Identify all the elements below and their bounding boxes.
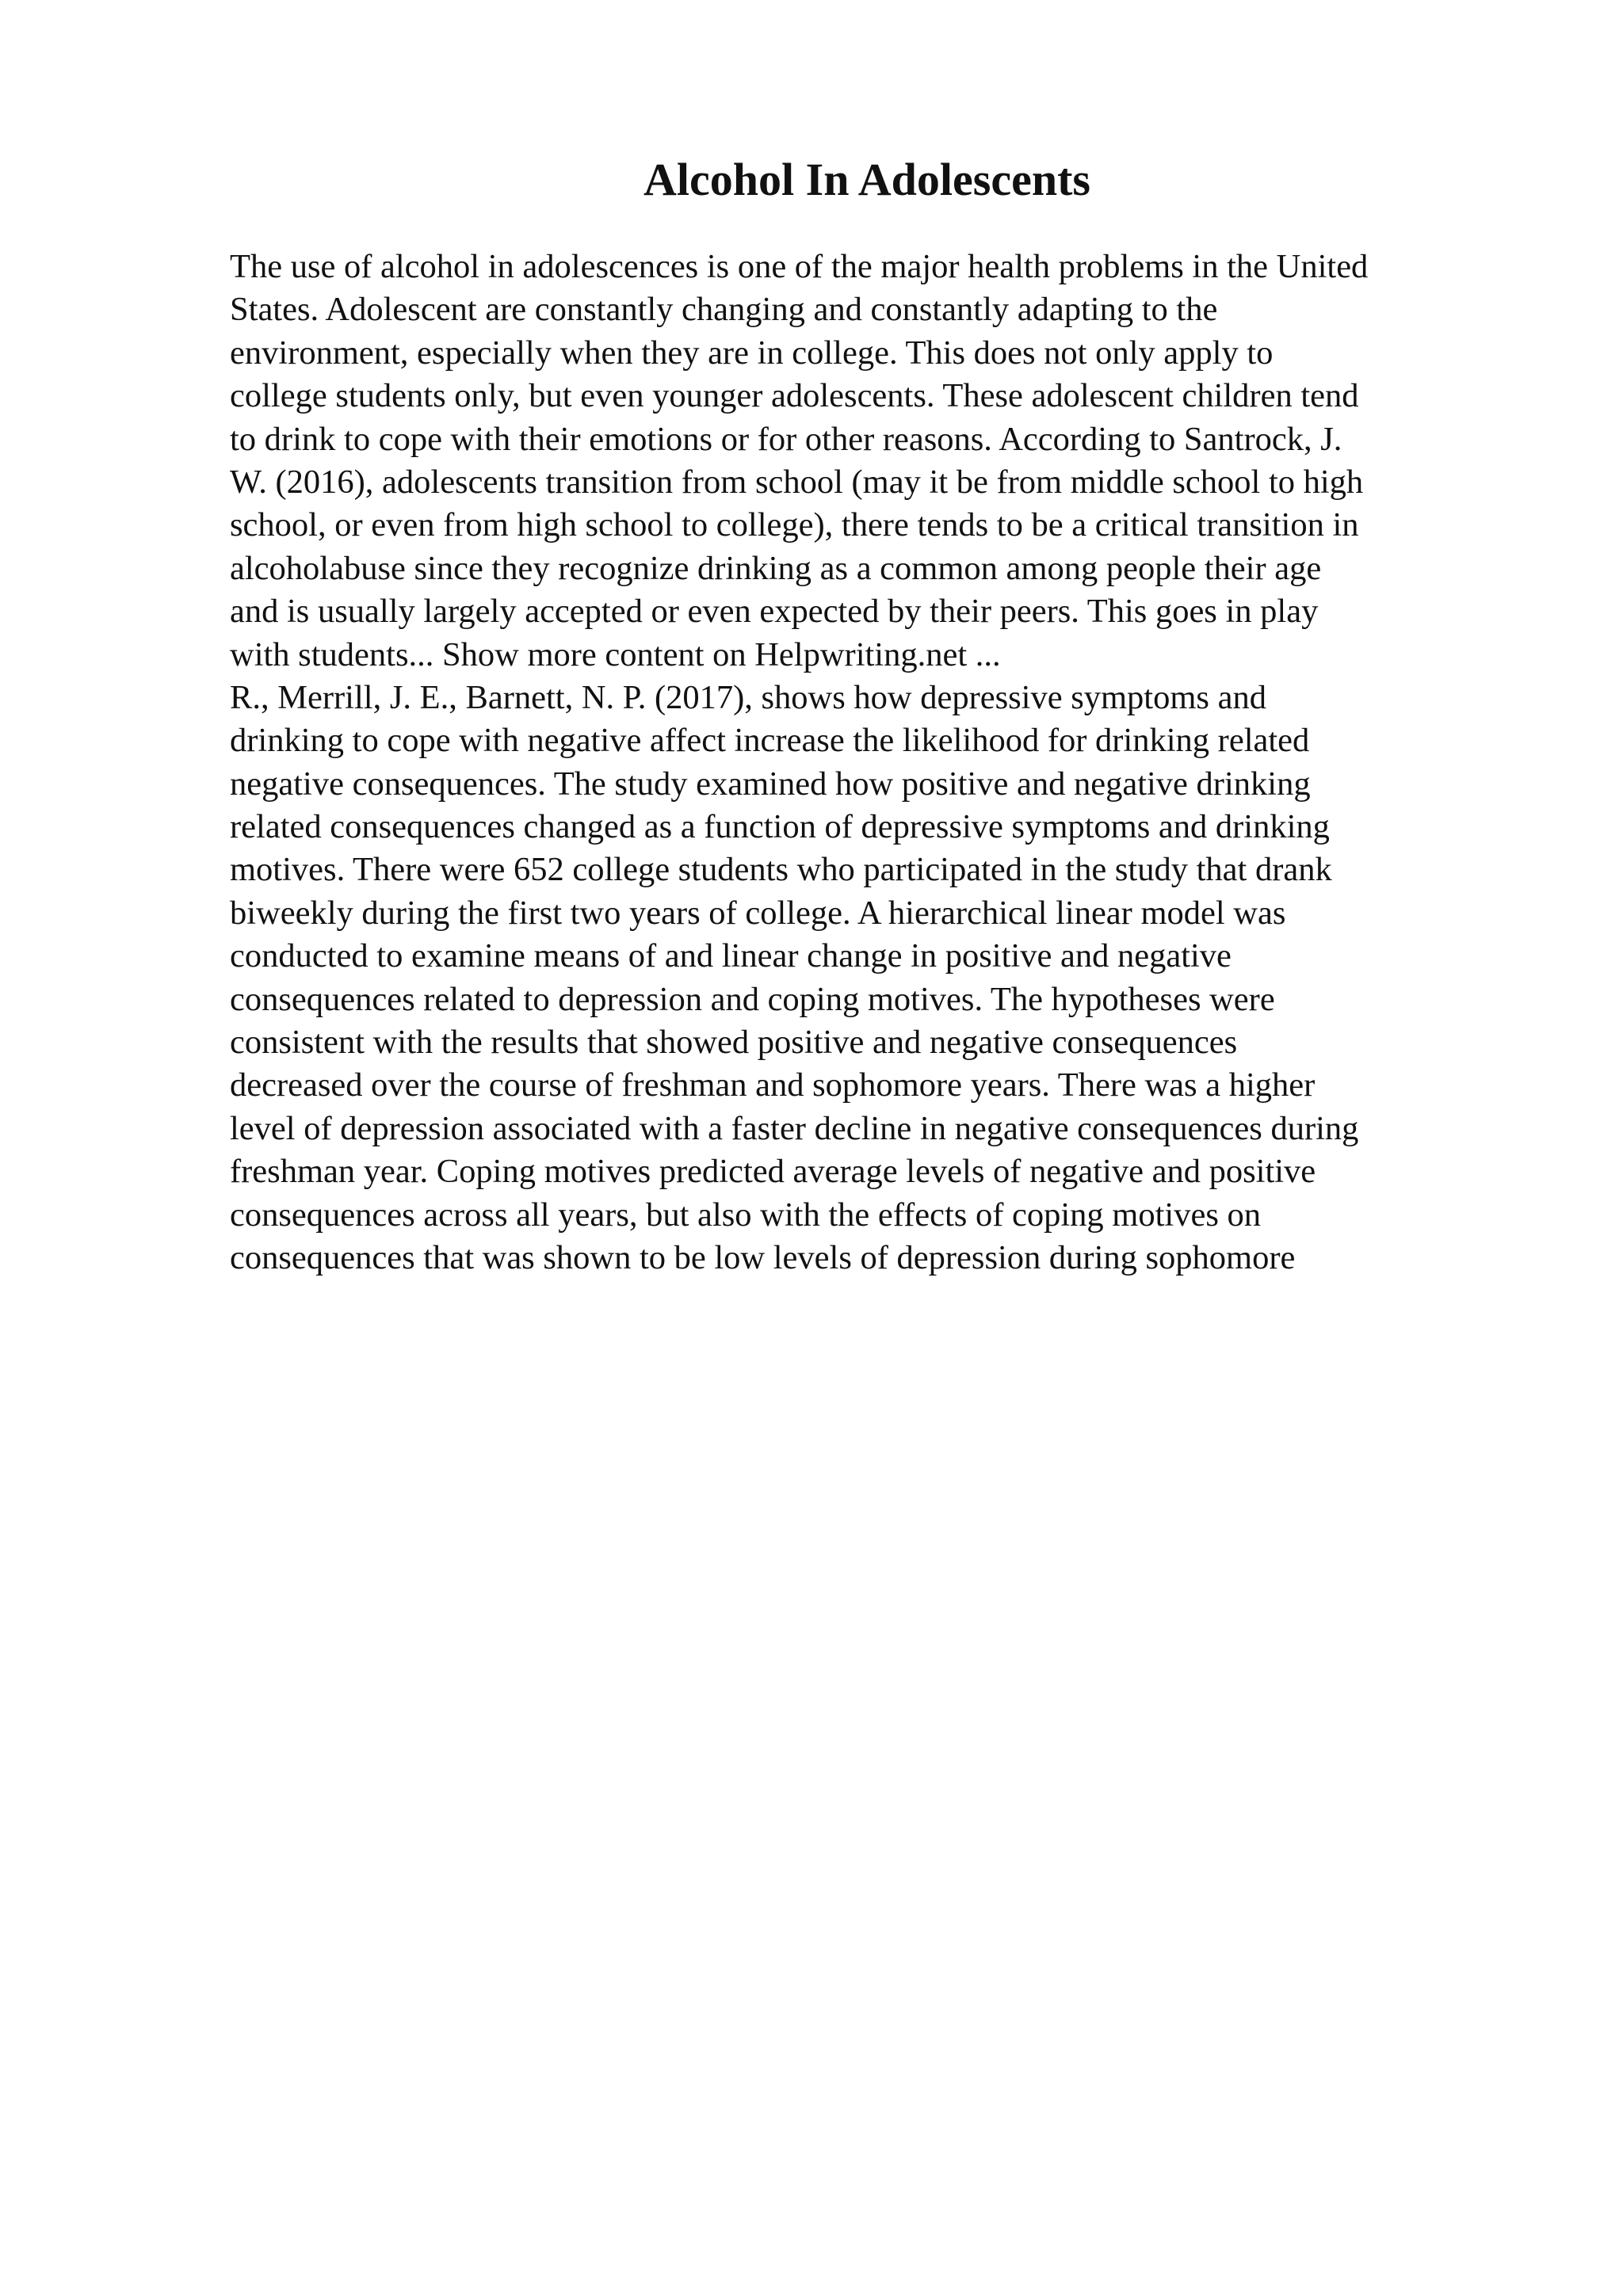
text-line: environment, especially when they are in college. This does not only apply to <box>230 334 1274 372</box>
text-line: with students... Show more content on Helpwriting.net ... <box>230 635 1001 673</box>
text-line: alcoholabuse since they recognize drinking as a common among people their age <box>230 549 1322 587</box>
text-line: R., Merrill, J. E., Barnett, N. P. (2017), shows how depressive symptoms and <box>230 678 1266 716</box>
text-line: related consequences changed as a function of depressive symptoms and drinking <box>230 808 1330 846</box>
text-line: school, or even from high school to college), there tends to be a critical transition in <box>230 506 1359 544</box>
document-title: Alcohol In Adolescents <box>643 154 1090 205</box>
text-line: consequences across all years, but also with the effects of coping motives on <box>230 1196 1262 1234</box>
text-line: biweekly during the first two years of college. A hierarchical linear model was <box>230 894 1286 932</box>
text-line: decreased over the course of freshman and sophomore years. There was a higher <box>230 1066 1316 1104</box>
text-line: and is usually largely accepted or even expected by their peers. This goes in play <box>230 593 1319 631</box>
text-line: negative consequences. The study examined how positive and negative drinking <box>230 765 1311 803</box>
text-line: motives. There were 652 college students who participated in the study that drank <box>230 851 1332 889</box>
text-line: college students only, but even younger adolescents. These adolescent children tend <box>230 377 1359 415</box>
text-line: drinking to cope with negative affect increase the likelihood for drinking related <box>230 722 1310 760</box>
text-line: W. (2016), adolescents transition from school (may it be from middle school to high <box>230 463 1364 501</box>
text-line: level of depression associated with a faster decline in negative consequences during <box>230 1109 1359 1147</box>
text-line: consequences that was shown to be low levels of depression during sophomore <box>230 1238 1296 1276</box>
text-line: to drink to cope with their emotions or for other reasons. According to Santrock, J. <box>230 420 1342 458</box>
text-line: States. Adolescent are constantly changing and constantly adapting to the <box>230 291 1218 329</box>
text-line: consequences related to depression and coping motives. The hypotheses were <box>230 980 1275 1018</box>
text-line: consistent with the results that showed positive and negative consequences <box>230 1024 1238 1062</box>
text-line: The use of alcohol in adolescences is one of the major health problems in the United <box>230 248 1369 285</box>
text-line: conducted to examine means of and linear change in positive and negative <box>230 937 1232 975</box>
document-body <box>230 246 1498 1280</box>
text-line: freshman year. Coping motives predicted average levels of negative and positive <box>230 1153 1316 1191</box>
